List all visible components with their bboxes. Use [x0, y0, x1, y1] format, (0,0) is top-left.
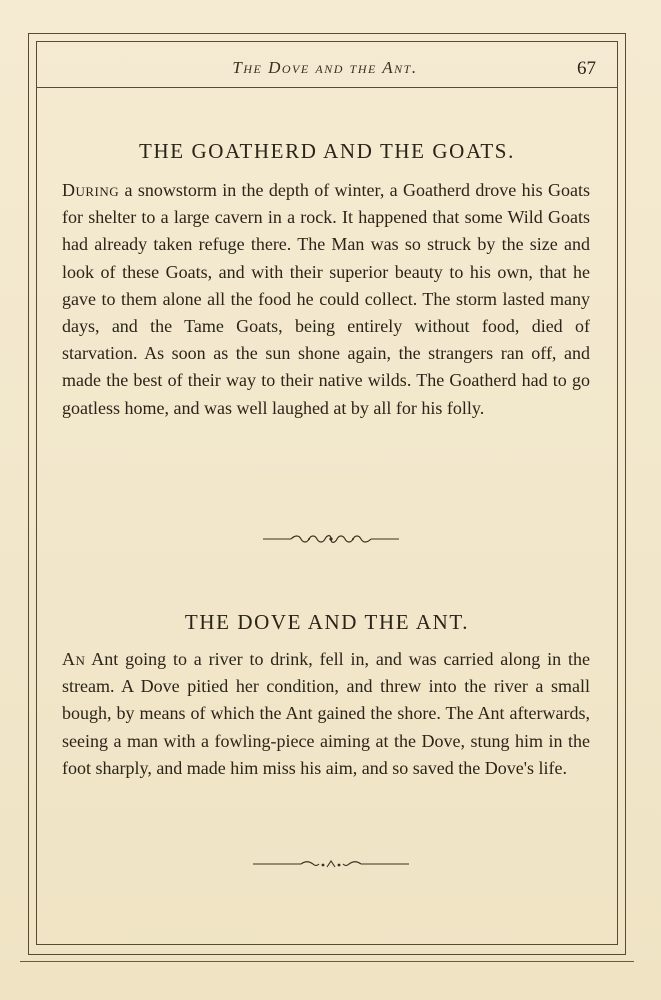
header-rule: [36, 87, 618, 88]
fable-title-goatherd: THE GOATHERD AND THE GOATS.: [139, 139, 515, 163]
ornament-divider: [0, 858, 661, 870]
fable-lead-word: During: [62, 180, 120, 200]
fable-text: Ant going to a river to drink, fell in, and was carried along in the stream. A Dove pitied her condition, and threw into the river a small bough, by means of which the Ant gained the shore. The Ant afterwards, seeing a man with a fowling-piece aiming at the Dove, stung him in the foot sharply, and made him miss his aim, and so saved the Dove's life.: [62, 649, 590, 778]
fable-body-dove: [62, 646, 590, 782]
ornament-divider: [0, 533, 661, 545]
ornament-flourish-icon: [251, 858, 411, 870]
running-head: The Dove and the Ant.: [232, 58, 418, 77]
ornament-flourish-icon: [261, 533, 401, 545]
fable-lead-word: An: [62, 649, 86, 669]
fable-title-dove: THE DOVE AND THE ANT.: [184, 610, 470, 634]
bottom-rule: [20, 961, 634, 962]
fable-body-goatherd: [62, 177, 590, 422]
page-number: 67: [577, 58, 596, 79]
fable-text: a snowstorm in the depth of winter, a Goatherd drove his Goats for shelter to a large cavern in a rock. It happened that some Wild Goats had already taken refuge there. The Man was so struck by the size and look of these Goats, and with their superior beauty to his own, that he gave to them alone all the food he could collect. The storm lasted many days, and the Tame Goats, being entirely without food, died of starvation. As soon as the sun shone again, the strangers ran off, and made the best of their way to their native wilds. The Goatherd had to go goatless home, and was well laughed at by all for his folly.: [62, 180, 590, 418]
